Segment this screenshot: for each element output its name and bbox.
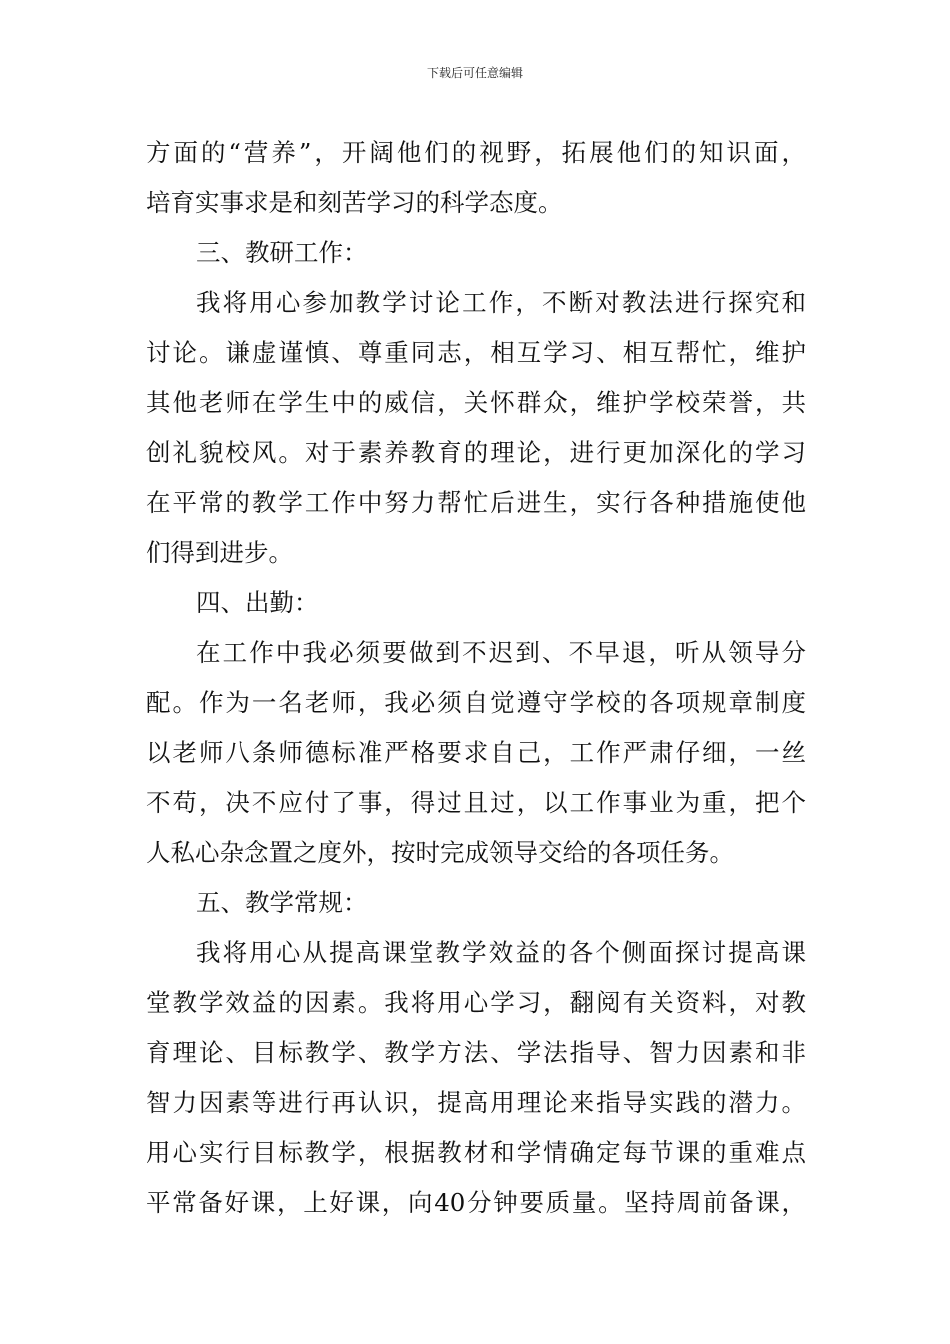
text-line: 三、教研工作： <box>196 238 368 267</box>
text-line: 堂教学效益的因素。我将用心学习，翻阅有关资料，对教 <box>146 988 806 1017</box>
page-header: 下载后可任意编辑 <box>426 66 523 80</box>
text-line: 人私心杂念置之度外，按时完成领导交给的各项任务。 <box>146 838 734 867</box>
text-line: 平常备好课，上好课，向40分钟要质量。坚持周前备课， <box>146 1188 806 1217</box>
text-line: 我将用心从提高课堂教学效益的各个侧面探讨提高课 <box>196 938 806 967</box>
text-line: 四、出勤： <box>196 588 319 617</box>
text-line: 五、教学常规： <box>196 888 368 917</box>
text-line: 们得到进步。 <box>146 538 293 567</box>
text-line: 我将用心参加教学讨论工作，不断对教法进行探究和 <box>196 288 806 317</box>
text-line: 在平常的教学工作中努力帮忙后进生，实行各种措施使他 <box>146 488 806 517</box>
text-line: 培育实事求是和刻苦学习的科学态度。 <box>146 188 563 217</box>
text-line: 其他老师在学生中的威信，关怀群众，维护学校荣誉，共 <box>146 388 806 417</box>
text-line: 讨论。谦虚谨慎、尊重同志，相互学习、相互帮忙，维护 <box>146 338 806 367</box>
text-line: 以老师八条师德标准严格要求自己，工作严肃仔细，一丝 <box>146 738 806 767</box>
text-line: 用心实行目标教学，根据教材和学情确定每节课的重难点 <box>146 1138 806 1167</box>
document-body <box>146 128 806 1228</box>
text-line: 智力因素等进行再认识，提高用理论来指导实践的潜力。 <box>146 1088 806 1117</box>
text-line: 不苟，决不应付了事，得过且过，以工作事业为重，把个 <box>146 788 806 817</box>
text-line: 育理论、目标教学、教学方法、学法指导、智力因素和非 <box>146 1038 806 1067</box>
text-line: 在工作中我必须要做到不迟到、不早退，听从领导分 <box>196 638 806 667</box>
text-line: 创礼貌校风。对于素养教育的理论，进行更加深化的学习 <box>146 438 806 467</box>
text-line: 配。作为一名老师，我必须自觉遵守学校的各项规章制度 <box>146 688 806 717</box>
text-line: 方面的“营养”，开阔他们的视野，拓展他们的知识面， <box>146 138 806 167</box>
